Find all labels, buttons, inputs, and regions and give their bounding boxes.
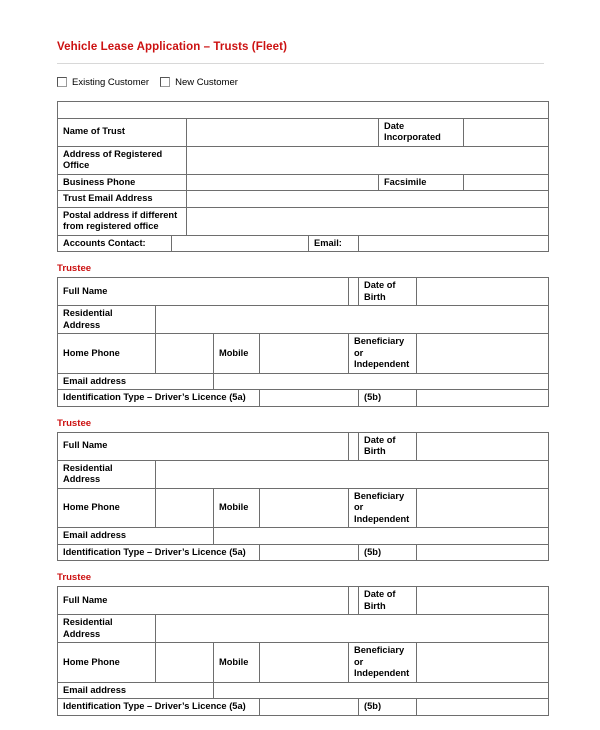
trust-details-table-continued bbox=[57, 190, 549, 236]
row-identification-type bbox=[58, 544, 549, 561]
field-address-of-registered-office[interactable] bbox=[187, 146, 549, 174]
field-business-phone[interactable] bbox=[187, 174, 379, 191]
field-mobile[interactable] bbox=[260, 643, 349, 683]
row-full-name bbox=[58, 587, 549, 615]
row-residential-address bbox=[58, 460, 549, 488]
row-email-address bbox=[58, 682, 549, 699]
label-mobile: Mobile bbox=[214, 334, 260, 374]
row-home-phone bbox=[58, 488, 549, 528]
row-identification-type bbox=[58, 699, 549, 716]
label-email-address: Email address bbox=[58, 682, 214, 699]
field-residential-address[interactable] bbox=[156, 306, 549, 334]
label-email-address: Email address bbox=[58, 528, 214, 545]
label-residential-address: Residential Address bbox=[58, 306, 156, 334]
label-residential-address: Residential Address bbox=[58, 615, 156, 643]
title-divider bbox=[57, 63, 544, 64]
label-date-of-birth: Date of Birth bbox=[359, 587, 417, 615]
field-mobile[interactable] bbox=[260, 488, 349, 528]
label-postal-address: Postal address if different from registered office bbox=[58, 207, 187, 235]
label-home-phone: Home Phone bbox=[58, 643, 156, 683]
row-name-of-trust bbox=[58, 118, 549, 146]
label-beneficiary-or-independent: Beneficiary or Independent bbox=[349, 643, 417, 683]
field-beneficiary-or-independent[interactable] bbox=[417, 334, 549, 374]
field-full-name[interactable] bbox=[349, 587, 359, 615]
row-identification-type bbox=[58, 390, 549, 407]
label-residential-address: Residential Address bbox=[58, 460, 156, 488]
label-date-of-birth: Date of Birth bbox=[359, 278, 417, 306]
field-date-incorporated[interactable] bbox=[464, 118, 549, 146]
row-trust-email-address bbox=[58, 191, 549, 208]
trust-details-table bbox=[57, 101, 549, 191]
field-identification-5a[interactable] bbox=[260, 544, 359, 561]
field-trust-email-address[interactable] bbox=[187, 191, 549, 208]
label-full-name: Full Name bbox=[58, 587, 349, 615]
row-registered-office-address bbox=[58, 146, 549, 174]
field-identification-5b[interactable] bbox=[417, 390, 549, 407]
checkbox-box-icon[interactable] bbox=[160, 77, 170, 87]
field-email-address[interactable] bbox=[214, 528, 549, 545]
field-full-name[interactable] bbox=[349, 278, 359, 306]
label-accounts-contact: Accounts Contact: bbox=[58, 235, 172, 252]
label-identification-5b: (5b) bbox=[359, 544, 417, 561]
trust-details-accounts-contact-table bbox=[57, 235, 549, 253]
label-home-phone: Home Phone bbox=[58, 488, 156, 528]
checkbox-existing-customer[interactable] bbox=[57, 77, 149, 88]
field-full-name[interactable] bbox=[349, 432, 359, 460]
field-residential-address[interactable] bbox=[156, 615, 549, 643]
row-home-phone bbox=[58, 643, 549, 683]
page-title: Vehicle Lease Application – Trusts (Fleet) bbox=[57, 41, 288, 53]
field-accounts-contact[interactable] bbox=[172, 235, 309, 252]
field-name-of-trust[interactable] bbox=[187, 118, 379, 146]
checkbox-label-new-customer: New Customer bbox=[175, 76, 238, 88]
trustee-heading-1: Trustee bbox=[57, 263, 92, 274]
field-home-phone[interactable] bbox=[156, 643, 214, 683]
field-email-address[interactable] bbox=[214, 373, 549, 390]
row-postal-address bbox=[58, 207, 549, 235]
field-postal-address[interactable] bbox=[187, 207, 549, 235]
label-name-of-trust: Name of Trust bbox=[58, 118, 187, 146]
trust-details-section-header bbox=[58, 102, 549, 119]
trustee-table-1 bbox=[57, 277, 549, 407]
row-email-address bbox=[58, 373, 549, 390]
trustee-block-2 bbox=[57, 418, 548, 562]
label-business-phone: Business Phone bbox=[58, 174, 187, 191]
row-residential-address bbox=[58, 615, 549, 643]
field-beneficiary-or-independent[interactable] bbox=[417, 643, 549, 683]
field-home-phone[interactable] bbox=[156, 334, 214, 374]
trustee-table-2 bbox=[57, 432, 549, 562]
section-heading-trust-details: Trust Details bbox=[58, 102, 549, 119]
row-email-address bbox=[58, 528, 549, 545]
checkbox-box-icon[interactable] bbox=[57, 77, 67, 87]
row-full-name bbox=[58, 432, 549, 460]
field-accounts-email[interactable] bbox=[359, 235, 549, 252]
label-identification-type: Identification Type – Driver’s Licence (5a) bbox=[58, 699, 260, 716]
field-residential-address[interactable] bbox=[156, 460, 549, 488]
row-full-name bbox=[58, 278, 549, 306]
checkbox-new-customer[interactable] bbox=[160, 77, 238, 88]
field-home-phone[interactable] bbox=[156, 488, 214, 528]
field-date-of-birth[interactable] bbox=[417, 587, 549, 615]
trustee-heading-2: Trustee bbox=[57, 417, 92, 429]
label-accounts-email: Email: bbox=[309, 235, 359, 252]
customer-status-group bbox=[57, 75, 548, 89]
label-beneficiary-or-independent: Beneficiary or Independent bbox=[349, 488, 417, 528]
label-full-name: Full Name bbox=[58, 432, 349, 460]
row-residential-address bbox=[58, 306, 549, 334]
label-facsimile: Facsimile bbox=[379, 174, 464, 191]
label-full-name: Full Name bbox=[58, 278, 349, 306]
row-business-phone bbox=[58, 174, 549, 191]
label-mobile: Mobile bbox=[214, 488, 260, 528]
row-home-phone bbox=[58, 334, 549, 374]
field-identification-5b[interactable] bbox=[417, 699, 549, 716]
label-email-address: Email address bbox=[58, 373, 214, 390]
label-identification-5b: (5b) bbox=[359, 390, 417, 407]
label-trust-email-address: Trust Email Address bbox=[58, 191, 187, 208]
field-beneficiary-or-independent[interactable] bbox=[417, 488, 549, 528]
trustee-heading-3: Trustee bbox=[57, 572, 92, 583]
field-identification-5b[interactable] bbox=[417, 544, 549, 561]
label-mobile: Mobile bbox=[214, 643, 260, 683]
label-home-phone: Home Phone bbox=[58, 334, 156, 374]
checkbox-label-existing-customer: Existing Customer bbox=[72, 76, 150, 88]
field-identification-5a[interactable] bbox=[260, 390, 359, 407]
label-beneficiary-or-independent: Beneficiary or Independent bbox=[349, 334, 417, 374]
label-address-of-registered-office: Address of Registered Office bbox=[58, 146, 187, 174]
field-facsimile[interactable] bbox=[464, 174, 549, 191]
field-date-of-birth[interactable] bbox=[417, 278, 549, 306]
field-mobile[interactable] bbox=[260, 334, 349, 374]
field-email-address[interactable] bbox=[214, 682, 549, 699]
label-identification-type: Identification Type – Driver’s Licence (5a) bbox=[58, 390, 260, 407]
label-identification-5b: (5b) bbox=[359, 699, 417, 716]
trustee-block-3 bbox=[57, 572, 548, 716]
row-accounts-contact bbox=[58, 235, 549, 252]
trustee-block-1 bbox=[57, 263, 548, 407]
field-identification-5a[interactable] bbox=[260, 699, 359, 716]
label-date-of-birth: Date of Birth bbox=[359, 432, 417, 460]
field-date-of-birth[interactable] bbox=[417, 432, 549, 460]
trustee-table-3 bbox=[57, 586, 549, 716]
label-date-incorporated: Date Incorporated bbox=[379, 118, 464, 146]
label-identification-type: Identification Type – Driver’s Licence (5a) bbox=[58, 544, 260, 561]
